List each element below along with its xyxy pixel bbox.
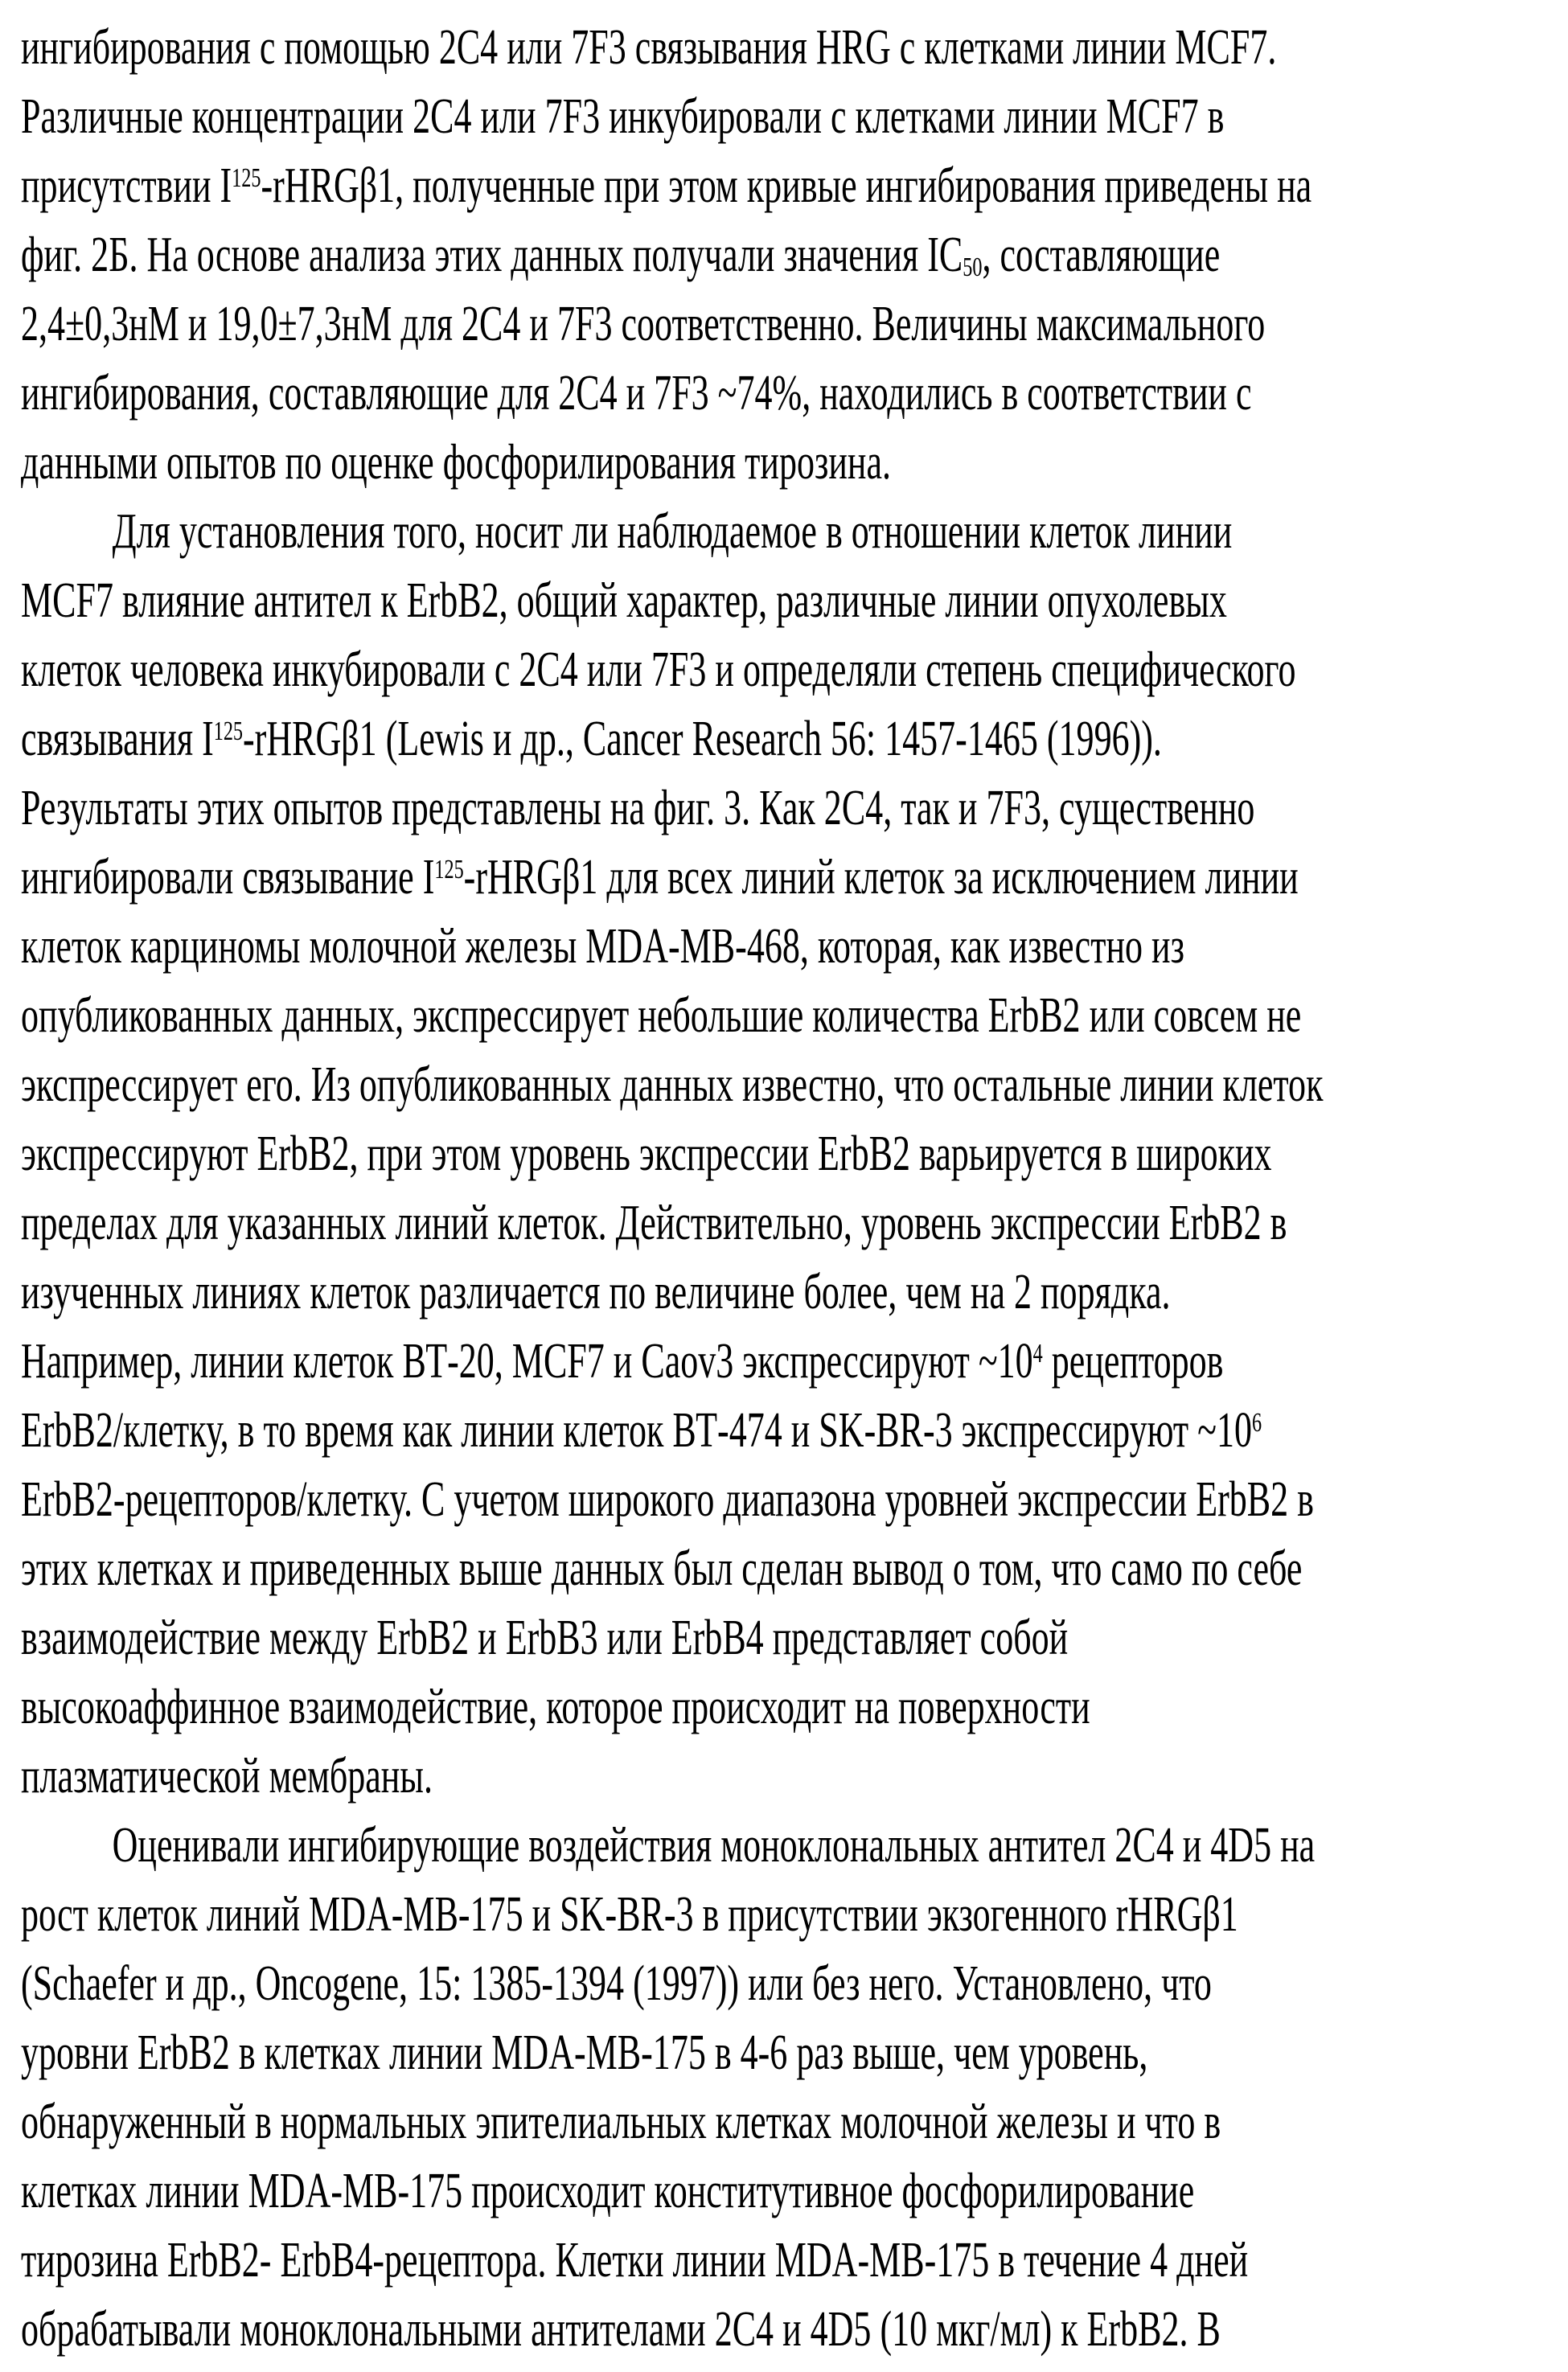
text-line [21,359,1562,428]
text-line [21,1188,1562,1258]
text-line [21,1050,1562,1119]
text-segment: Результаты этих опытов представлены на фиг. 3. Как 2С4, так и 7F3, существенно [21,781,1255,835]
text-segment: ErbB2/клетку, в то время как линии клеток ВТ-474 и SK-BR-3 экспрессируют ~10 [21,1403,1253,1458]
text-segment: плазматической мембраны. [21,1749,433,1804]
text-segment: взаимодействие между ErbB2 и ErbB3 или ErbB4 представляет собой [21,1611,1069,1665]
text-line [21,1258,1562,1327]
text-segment: клеток человека инкубировали с 2С4 или 7F3 и определяли степень специфического [21,642,1296,697]
text-segment: этих клетках и приведенных выше данных был сделан вывод о том, что само по себе [21,1541,1303,1596]
text-segment: ингибирования с помощью 2С4 или 7F3 связывания HRG с клетками линии MCF7. [21,20,1277,75]
text-segment: -rHRGβ1 для всех линий клеток за исключением линии [463,850,1299,905]
text-line [21,774,1562,843]
text-segment: фиг. 2Б. На основе анализа этих данных получали значения IC [21,228,963,282]
text-segment: высокоаффинное взаимодействие, которое происходит на поверхности [21,1680,1090,1734]
text-segment: рост клеток линий MDA-MB-175 и SK-BR-3 в присутствии экзогенного rHRGβ1 [21,1887,1238,1942]
text-line [21,1465,1562,1534]
text-segment: связывания I [21,712,214,766]
text-segment-sup: 125 [213,716,244,747]
text-segment: обнаруженный в нормальных эпителиальных клетках молочной железы и что в [21,2095,1221,2149]
text-line [21,2226,1562,2295]
text-segment: уровни ErbB2 в клетках линии MDA-MB-175 в 4-6 раз выше, чем уровень, [21,2025,1148,2080]
text-segment: клетках линии MDA-MB-175 происходит конститутивное фосфорилирование [21,2164,1195,2218]
text-line [21,2087,1562,2157]
text-segment-sup: 125 [434,855,464,885]
text-segment: пределах для указанных линий клеток. Действительно, уровень экспрессии ErbB2 в [21,1196,1287,1250]
text-line [21,1327,1562,1396]
text-segment: ErbB2-рецепторов/клетку. С учетом широкого диапазона уровней экспрессии ErbB2 в [21,1472,1314,1527]
text-line [21,1949,1562,2018]
text-segment: клеток карциномы молочной железы MDA-MB-468, которая, как известно из [21,919,1184,974]
text-line [21,1119,1562,1188]
text-line [21,1811,1562,1880]
text-segment: изученных линиях клеток различается по величине более, чем на 2 порядка. [21,1265,1171,1319]
text-line [21,428,1562,497]
text-segment-sup: 4 [1032,1339,1043,1369]
text-segment: экспрессирует его. Из опубликованных данных известно, что остальные линии клеток [21,1057,1324,1112]
text-segment: MCF7 влияние антител к ErbB2, общий характер, различные линии опухолевых [21,573,1227,628]
text-line [21,2157,1562,2226]
text-segment: -rHRGβ1, полученные при этом кривые ингибирования приведены на [261,158,1312,213]
text-line [21,1672,1562,1742]
text-segment: обрабатывали моноклональными антителами 2С4 и 4D5 (10 мкг/мл) к ErbB2. В [21,2302,1221,2357]
text-segment-sup: 6 [1252,1408,1262,1438]
text-line [21,566,1562,635]
text-segment: 2,4±0,3нМ и 19,0±7,3нМ для 2С4 и 7F3 соответственно. Величины максимального [21,297,1266,351]
text-line [21,2018,1562,2087]
text-segment: экспрессируют ErbB2, при этом уровень экспрессии ErbB2 варьируется в широких [21,1126,1272,1181]
text-segment: тирозина ErbB2- ErbB4-рецептора. Клетки линии MDA-MB-175 в течение 4 дней [21,2233,1249,2288]
text-line [21,1742,1562,1811]
text-line [21,289,1562,359]
text-line [21,1603,1562,1672]
text-line [21,82,1562,151]
text-segment: присутствии I [21,158,232,213]
text-line [21,843,1562,912]
text-line [21,1396,1562,1465]
text-segment: Для установления того, носит ли наблюдаемое в отношении клеток линии [112,504,1233,559]
page-text [21,13,1568,2364]
text-segment: ингибирования, составляющие для 2С4 и 7F3 ~74%, находились в соответствии с [21,366,1252,421]
text-segment: , составляющие [982,228,1221,282]
text-segment: Оценивали ингибирующие воздействия моноклональных антител 2С4 и 4D5 на [112,1818,1316,1873]
text-line [21,13,1562,82]
text-line [21,1880,1562,1949]
text-line [21,2295,1562,2364]
text-segment: данными опытов по оценке фосфорилирования тирозина. [21,435,892,490]
text-segment: Различные концентрации 2С4 или 7F3 инкубировали с клетками линии MCF7 в [21,89,1225,144]
text-segment: ингибировали связывание I [21,850,435,905]
text-line [21,1534,1562,1603]
text-line [21,497,1562,566]
text-segment-sup: 125 [232,163,261,194]
text-segment-sub: 50 [963,252,983,283]
text-line [21,635,1562,704]
text-segment: опубликованных данных, экспрессирует небольшие количества ErbB2 или совсем не [21,988,1302,1043]
text-segment: рецепторов [1042,1334,1224,1389]
text-line [21,912,1562,981]
text-line [21,981,1562,1050]
text-segment: -rHRGβ1 (Lewis и др., Cancer Research 56: 1457-1465 (1996)). [243,712,1162,766]
text-line [21,704,1562,774]
text-segment: Например, линии клеток ВТ-20, MCF7 и Caov3 экспрессируют ~10 [21,1334,1033,1389]
text-line [21,220,1562,289]
text-line [21,151,1562,220]
text-segment: (Schaefer и др., Oncogene, 15: 1385-1394 (1997)) или без него. Установлено, что [21,1956,1212,2011]
